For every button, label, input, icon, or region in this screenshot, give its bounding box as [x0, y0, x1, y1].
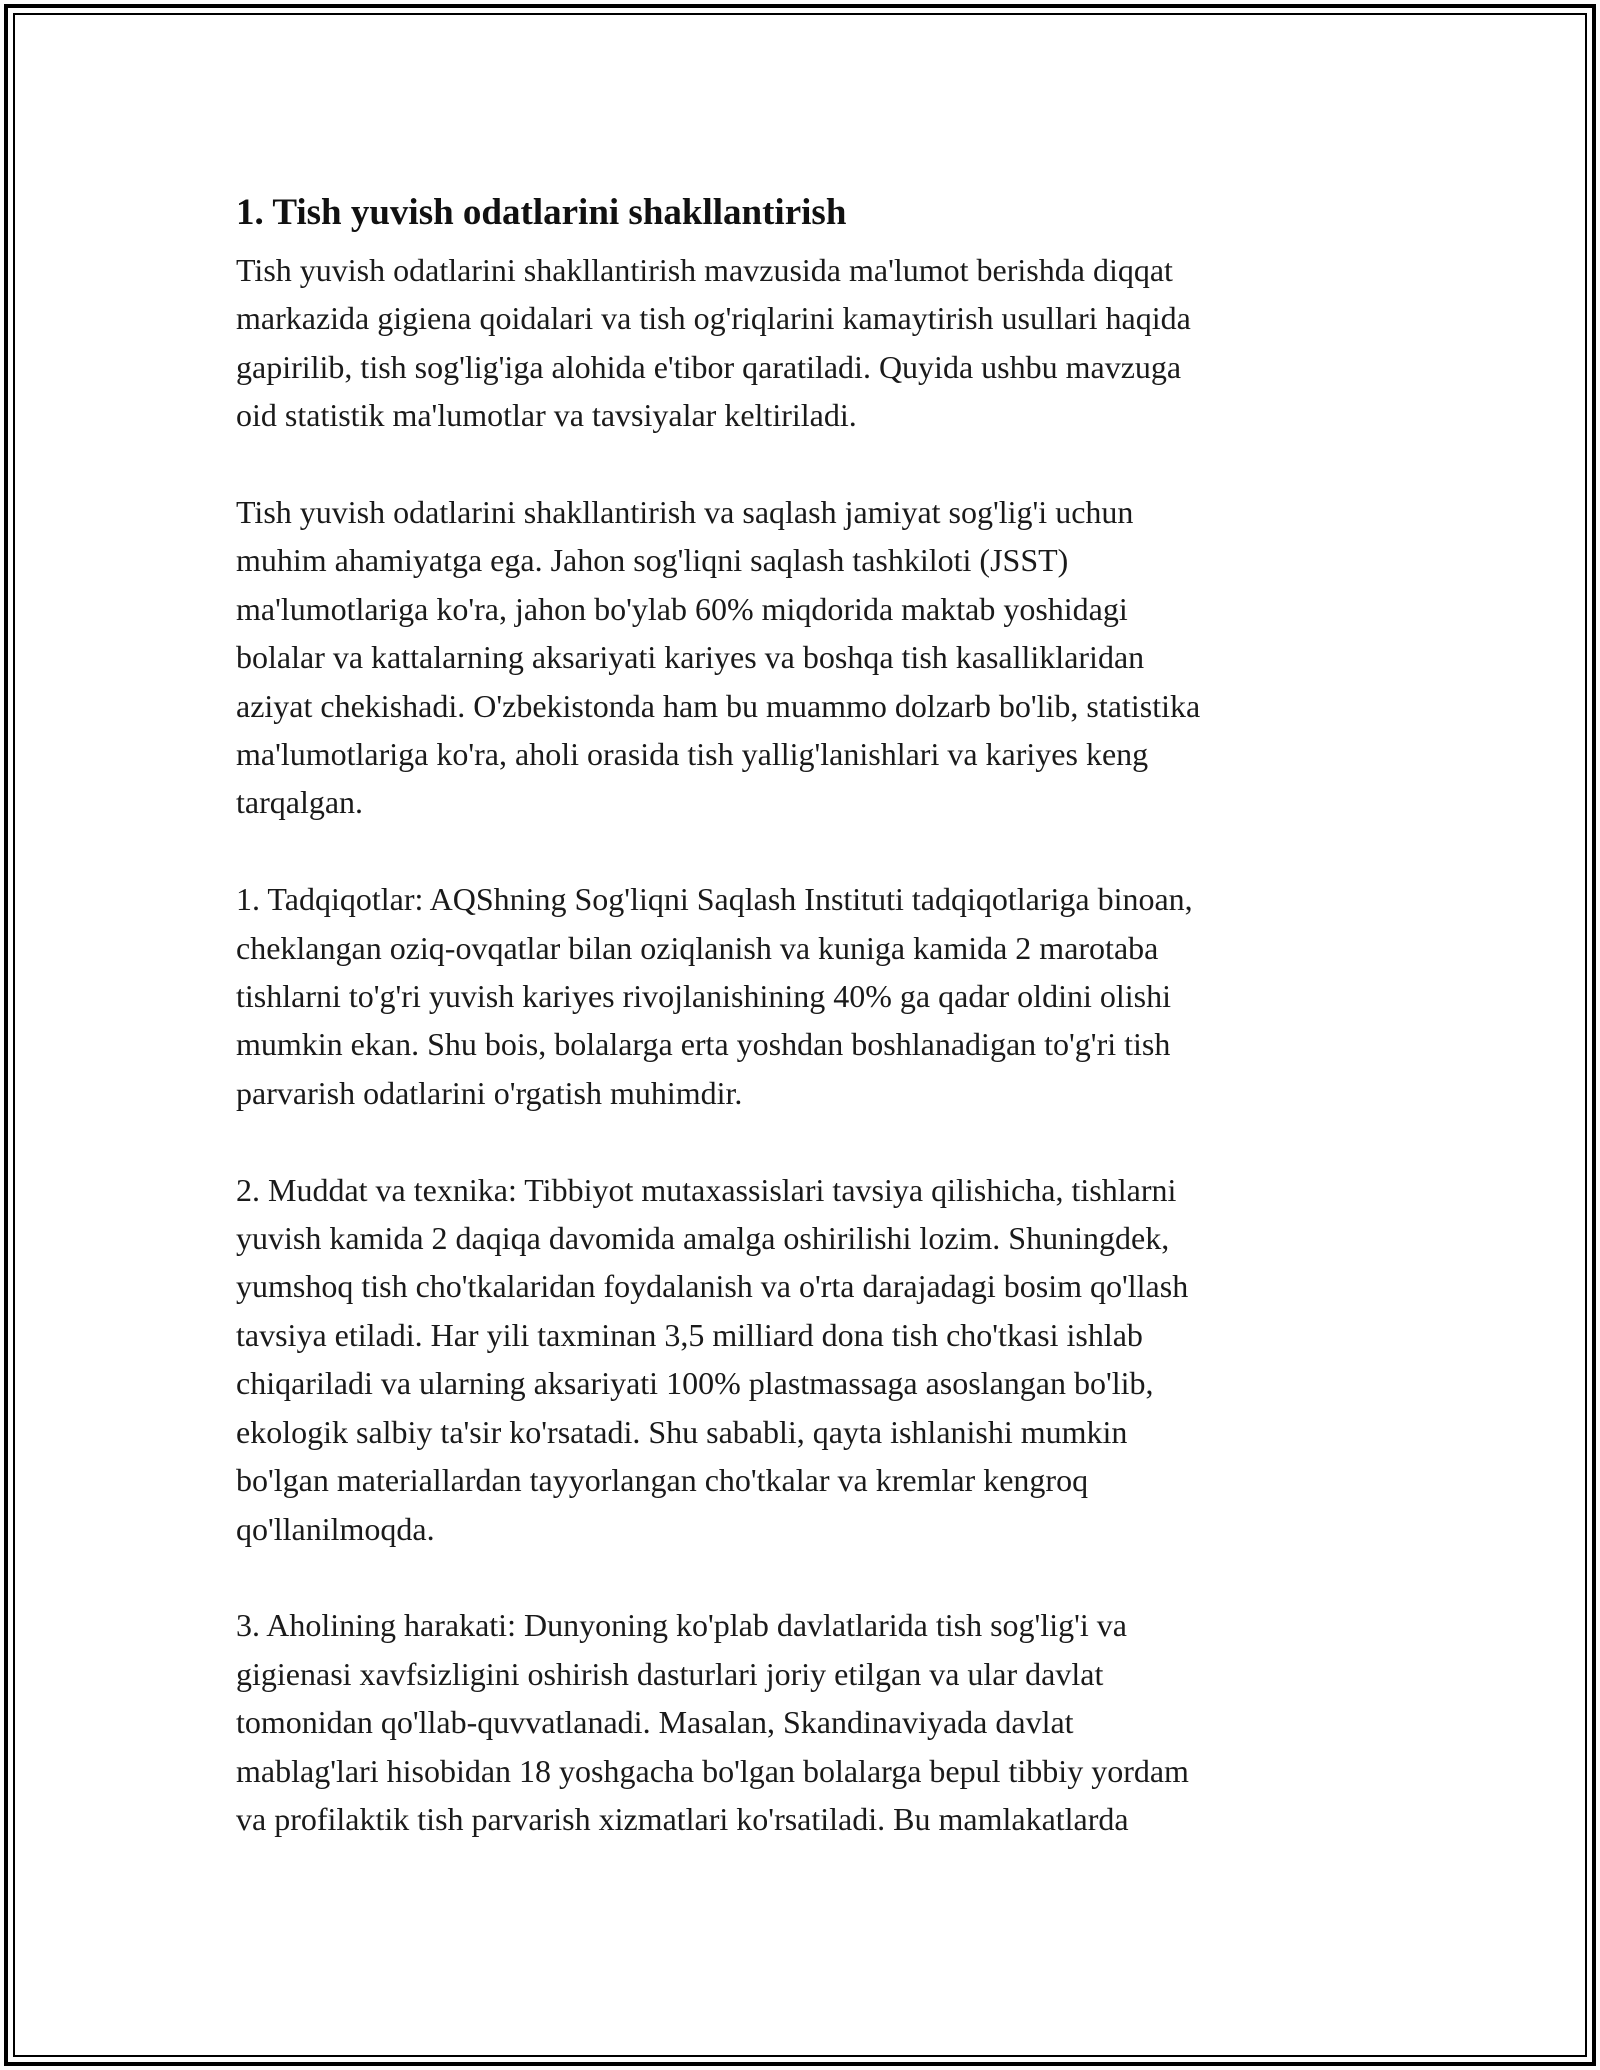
paragraph-intro: Tish yuvish odatlarini shakllantirish mavzusida ma'lumot berishda diqqat markazida gigiena qoidalari va tish og'riqlarini kamaytirish usullari haqida gapirilib, tish sog'lig'iga alohida e'tibor qaratiladi. Quyida ushbu mavzuga oid statistik ma'lumotlar va tavsiyalar keltiriladi. — [236, 252, 1191, 434]
paragraph-gap — [236, 440, 1366, 488]
paragraph-gap — [236, 827, 1366, 875]
paragraph-importance: Tish yuvish odatlarini shakllantirish va saqlash jamiyat sog'lig'i uchun muhim ahamiyatga ega. Jahon sog'liqni saqlash tashkiloti (JSST) ma'lumotlariga ko'ra, jahon bo'ylab 60% miqdorida maktab yoshidagi bolalar va kattalarning aksariyati kariyes va boshqa tish kasalliklaridan aziyat chekishadi. O'zbekistonda ham bu muammo dolzarb bo'lib, statistika ma'lumotlariga ko'ra, aholi orasida tish yallig'lanishlari va kariyes keng tarqalgan. — [236, 494, 1201, 821]
document-body — [236, 180, 1366, 1843]
section-heading: 1. Tish yuvish odatlarini shakllantirish — [236, 192, 847, 233]
paragraph-research: 1. Tadqiqotlar: AQShning Sog'liqni Saqlash Instituti tadqiqotlariga binoan, cheklangan oziq-ovqatlar bilan oziqlanish va kuniga kamida 2 marotaba tishlarni to'g'ri yuvish kariyes rivojlanishining 40% ga qadar oldini olishi mumkin ekan. Shu bois, bolalarga erta yoshdan boshlanadigan to'g'ri tish parvarish odatlarini o'rgatish muhimdir. — [236, 881, 1193, 1111]
paragraph-duration-technique: 2. Muddat va texnika: Tibbiyot mutaxassislari tavsiya qilishicha, tishlarni yuvish kamida 2 daqiqa davomida amalga oshirilishi lozim. Shuningdek, yumshoq tish cho'tkalaridan foydalanish va o'rta darajadagi bosim qo'llash tavsiya etiladi. Har yili taxminan 3,5 milliard dona tish cho'tkasi ishlab chiqariladi va ularning aksariyati 100% plastmassaga asoslangan bo'lib, ekologik salbiy ta'sir ko'rsatadi. Shu sababli, qayta ishlanishi mumkin bo'lgan materiallardan tayyorlangan cho'tkalar va kremlar kengroq qo'llanilmoqda. — [236, 1171, 1189, 1547]
paragraph-population-action: 3. Aholining harakati: Dunyoning ko'plab davlatlarida tish sog'lig'i va gigienasi xavfsizligini oshirish dasturlari joriy etilgan va ular davlat tomonidan qo'llab-quvvatlanadi. Masalan, Skandinaviyada davlat mablag'lari hisobidan 18 yoshgacha bo'lgan bolalarga bepul tibbiy yordam va profilaktik tish parvarish xizmatlari ko'rsatiladi. Bu mamlakatlarda — [236, 1607, 1189, 1837]
paragraph-gap — [236, 1553, 1366, 1601]
paragraph-gap — [236, 1117, 1366, 1165]
